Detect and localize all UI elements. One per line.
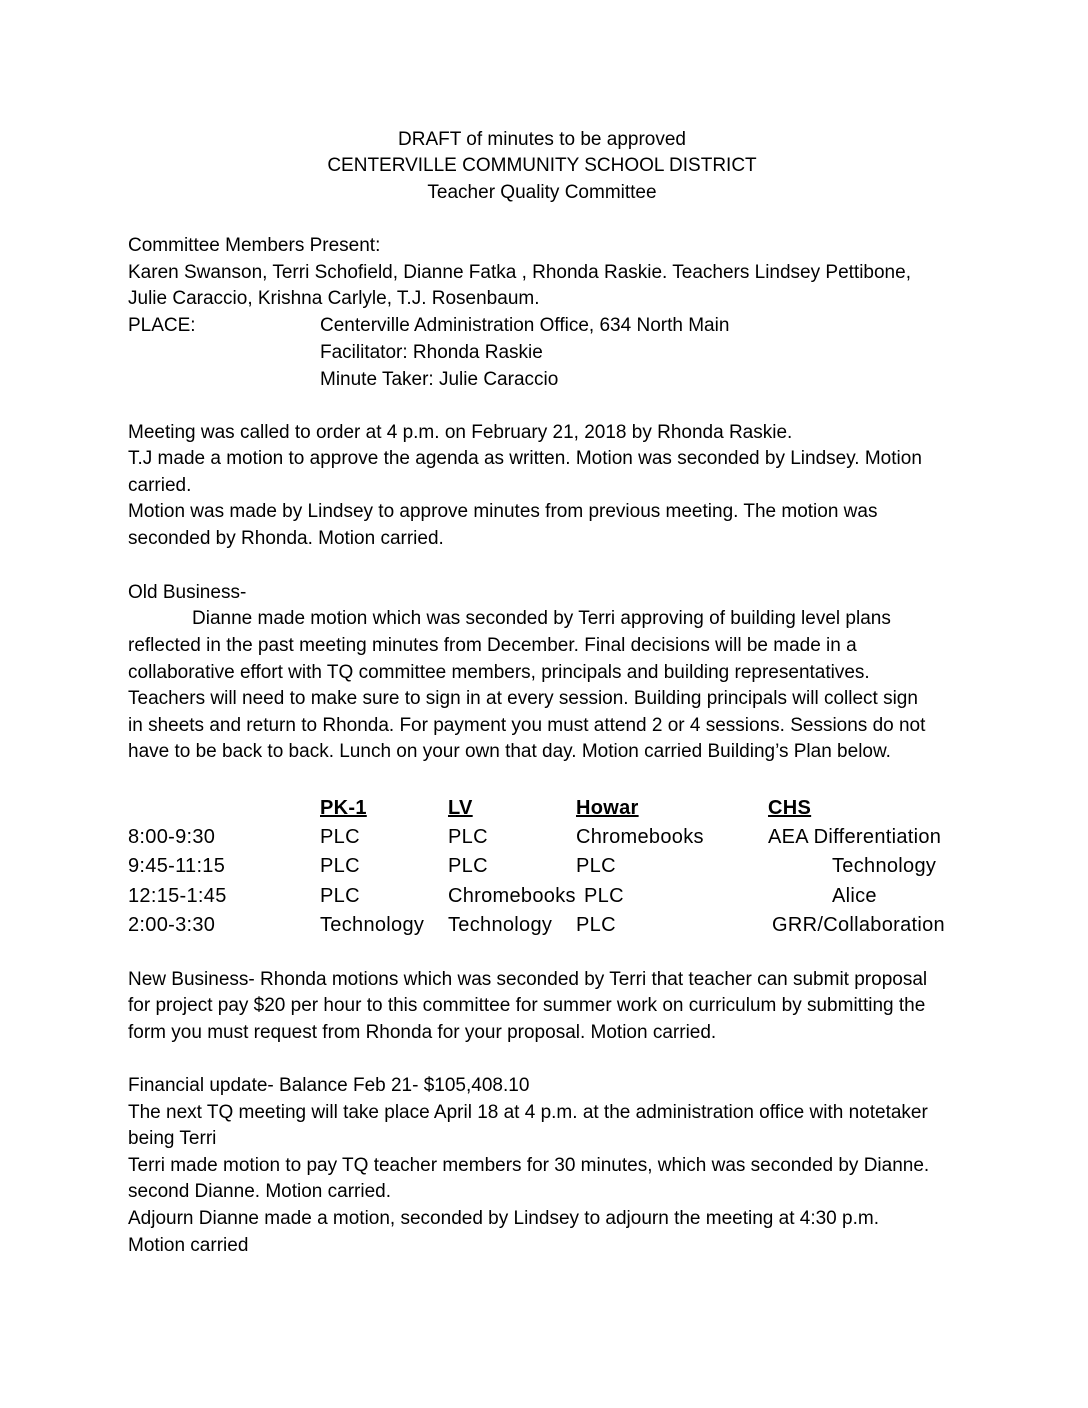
schedule-cell: PLC: [448, 855, 488, 877]
schedule-cell: Technology: [448, 914, 553, 936]
members-line-2: Julie Caraccio, Krishna Carlyle, T.J. Rosenbaum.: [128, 288, 540, 309]
schedule-cell: PLC: [576, 855, 616, 877]
schedule-cell: PLC: [320, 826, 360, 848]
place-label: PLACE:: [128, 315, 196, 336]
schedule-time: 12:15-1:45: [128, 885, 227, 907]
schedule-cell: Technology: [320, 914, 425, 936]
schedule-time: 9:45-11:15: [128, 855, 226, 877]
minute-taker: Minute Taker: Julie Caraccio: [320, 369, 559, 390]
schedule-cell: PLC: [448, 826, 488, 848]
new-business-line-2: for project pay $20 per hour to this committee for summer work on curriculum by submitting the: [128, 995, 926, 1016]
adjourn-line-1: Adjourn Dianne made a motion, seconded by Lindsey to adjourn the meeting at 4:30 p.m.: [128, 1208, 879, 1229]
opening-line-5: seconded by Rhonda. Motion carried.: [128, 528, 444, 549]
old-business-line-3: collaborative effort with TQ committee members, principals and building representatives.: [128, 662, 870, 683]
adjourn-line-2: Motion carried: [128, 1235, 249, 1256]
old-business-line-2: reflected in the past meeting minutes from December. Final decisions will be made in a: [128, 635, 857, 656]
members-heading: Committee Members Present:: [128, 235, 381, 256]
schedule-cell: PLC: [320, 855, 360, 877]
draft-title: DRAFT of minutes to be approved: [398, 129, 686, 150]
schedule-cell: GRR/Collaboration: [772, 914, 945, 936]
opening-line-3: carried.: [128, 475, 192, 496]
old-business-heading: Old Business-: [128, 582, 247, 603]
facilitator: Facilitator: Rhonda Raskie: [320, 342, 543, 363]
opening-line-4: Motion was made by Lindsey to approve minutes from previous meeting. The motion was: [128, 501, 878, 522]
old-business-line-6: have to be back to back. Lunch on your own that day. Motion carried Building’s Plan below.: [128, 741, 891, 762]
schedule-cell: Chromebooks: [576, 826, 704, 848]
schedule-header-lv: LV: [448, 797, 473, 819]
schedule-cell: PLC: [584, 885, 624, 907]
schedule-cell: Alice: [832, 885, 877, 907]
payment-motion-line-2: second Dianne. Motion carried.: [128, 1181, 391, 1202]
financial-update: Financial update- Balance Feb 21- $105,408.10: [128, 1075, 530, 1096]
next-meeting-line-2: being Terri: [128, 1128, 217, 1149]
schedule-header-pk1: PK-1: [320, 797, 367, 819]
schedule-cell: PLC: [320, 885, 360, 907]
schedule-cell: AEA Differentiation: [768, 826, 942, 848]
district-name: CENTERVILLE COMMUNITY SCHOOL DISTRICT: [327, 155, 757, 176]
members-line-1: Karen Swanson, Terri Schofield, Dianne Fatka , Rhonda Raskie. Teachers Lindsey Pettibone,: [128, 262, 911, 283]
committee-name: Teacher Quality Committee: [427, 182, 657, 203]
schedule-cell: PLC: [576, 914, 616, 936]
old-business-line-5: in sheets and return to Rhonda. For payment you must attend 2 or 4 sessions. Sessions do not: [128, 715, 926, 736]
place-location: Centerville Administration Office, 634 North Main: [320, 315, 730, 336]
schedule-cell: Chromebooks: [448, 885, 576, 907]
schedule-header-howar: Howar: [576, 797, 639, 819]
old-business-line-4: Teachers will need to make sure to sign in at every session. Building principals will collect sign: [128, 688, 918, 709]
schedule-time: 8:00-9:30: [128, 826, 216, 848]
next-meeting-line-1: The next TQ meeting will take place April 18 at 4 p.m. at the administration office with notetaker: [128, 1102, 928, 1123]
new-business-line-3: form you must request from Rhonda for your proposal. Motion carried.: [128, 1022, 717, 1043]
schedule-header-chs: CHS: [768, 797, 812, 819]
schedule-cell: Technology: [832, 855, 937, 877]
new-business-line-1: New Business- Rhonda motions which was seconded by Terri that teacher can submit proposal: [128, 969, 928, 990]
opening-line-1: Meeting was called to order at 4 p.m. on February 21, 2018 by Rhonda Raskie.: [128, 422, 793, 443]
payment-motion-line-1: Terri made motion to pay TQ teacher members for 30 minutes, which was seconded by Dianne.: [128, 1155, 930, 1176]
opening-line-2: T.J made a motion to approve the agenda as written. Motion was seconded by Lindsey. Motion: [128, 448, 922, 469]
old-business-line-1: Dianne made motion which was seconded by Terri approving of building level plans: [192, 608, 891, 629]
schedule-time: 2:00-3:30: [128, 914, 216, 936]
